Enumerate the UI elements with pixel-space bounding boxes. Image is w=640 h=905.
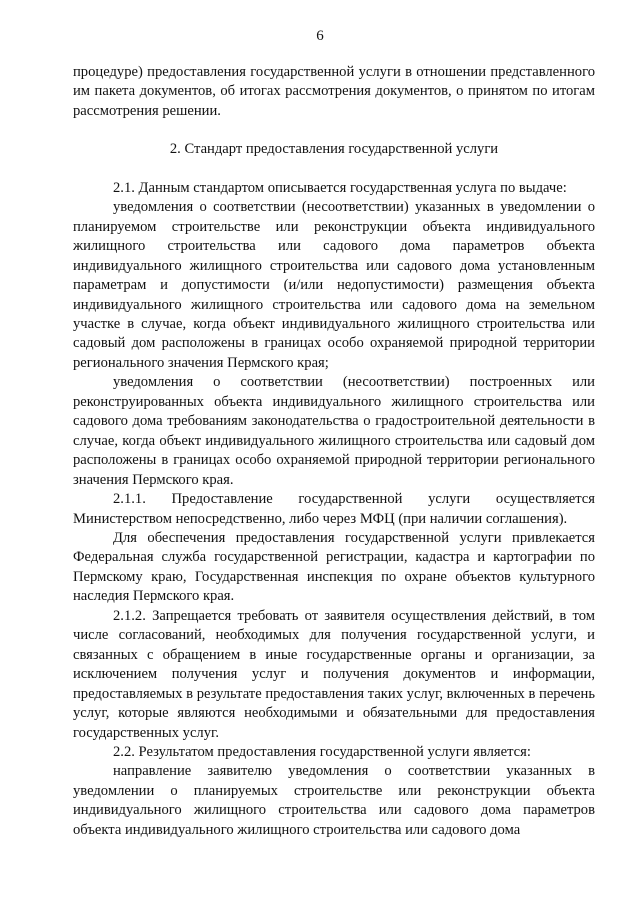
paragraph-clause-2-1-2: 2.1.2. Запрещается требовать от заявителя осуществления действий, в том числе согласований, необходимых для получения государственной услуги, и связанных с обращением в иные государственные органы и организации, за исключением получения услуг и получения документов и информации, предоставляемых в результате предоставления таких услуг, включенных в перечень услуг, которые являются необходимыми и обязательными для предоставления государственных услуг. <box>73 607 595 741</box>
paragraph-continuation: процедуре) предоставления государственной услуги в отношении представленного им пакета документов, об итогах рассмотрения документов, о принятом по итогам рассмотрения решении. <box>73 64 595 119</box>
page-number: 6 <box>316 28 324 44</box>
paragraph-clause-2-2: 2.2. Результатом предоставления государственной услуги является: <box>113 743 531 760</box>
paragraph-clause-2-2-item-1: направление заявителю уведомления о соответствии указанных в уведомлении о планируемых строительстве или реконструкции объекта индивидуального жилищного строительства или садового дома параметров объекта индивидуального жилищного строительства или садового дома <box>73 763 595 838</box>
paragraph-clause-2-1-1: 2.1.1. Предоставление государственной услуги осуществляется Министерством непосредственно, либо через МФЦ (при наличии соглашения). <box>73 491 595 527</box>
paragraph-clause-2-1-1-cont: Для обеспечения предоставления государственной услуги привлекается Федеральная служба государственной регистрации, кадастра и картографии по Пермскому краю, Государственная инспекция по охране объектов культурного наследия Пермского края. <box>73 529 595 605</box>
document-body <box>73 63 595 840</box>
section-heading: 2. Стандарт предоставления государственной услуги <box>169 141 499 158</box>
paragraph-clause-2-1: 2.1. Данным стандартом описывается государственная услуга по выдаче: <box>113 179 567 196</box>
paragraph-clause-2-1-item-1: уведомления о соответствии (несоответствии) указанных в уведомлении о планируемом строительстве или реконструкции объекта индивидуального жилищного строительства или садового дома параметров объекта индивидуального жилищного строительства или садового дома установленным параметрам и допустимости (и/или недопустимости) размещения объекта индивидуального жилищного строительства или садового дома на земельном участке в случае, когда объект индивидуального жилищного строительства или садовый дом расположены в границах особо охраняемой природной территории регионального значения Пермского края; <box>73 199 595 371</box>
paragraph-clause-2-1-item-2: уведомления о соответствии (несоответствии) построенных или реконструированных объекта индивидуального жилищного строительства или садового дома требованиям законодательства о градостроительной деятельности в случае, когда объект индивидуального жилищного строительства или садовый дом расположены в границах особо охраняемой природной территории регионального значения Пермского края. <box>73 374 595 488</box>
